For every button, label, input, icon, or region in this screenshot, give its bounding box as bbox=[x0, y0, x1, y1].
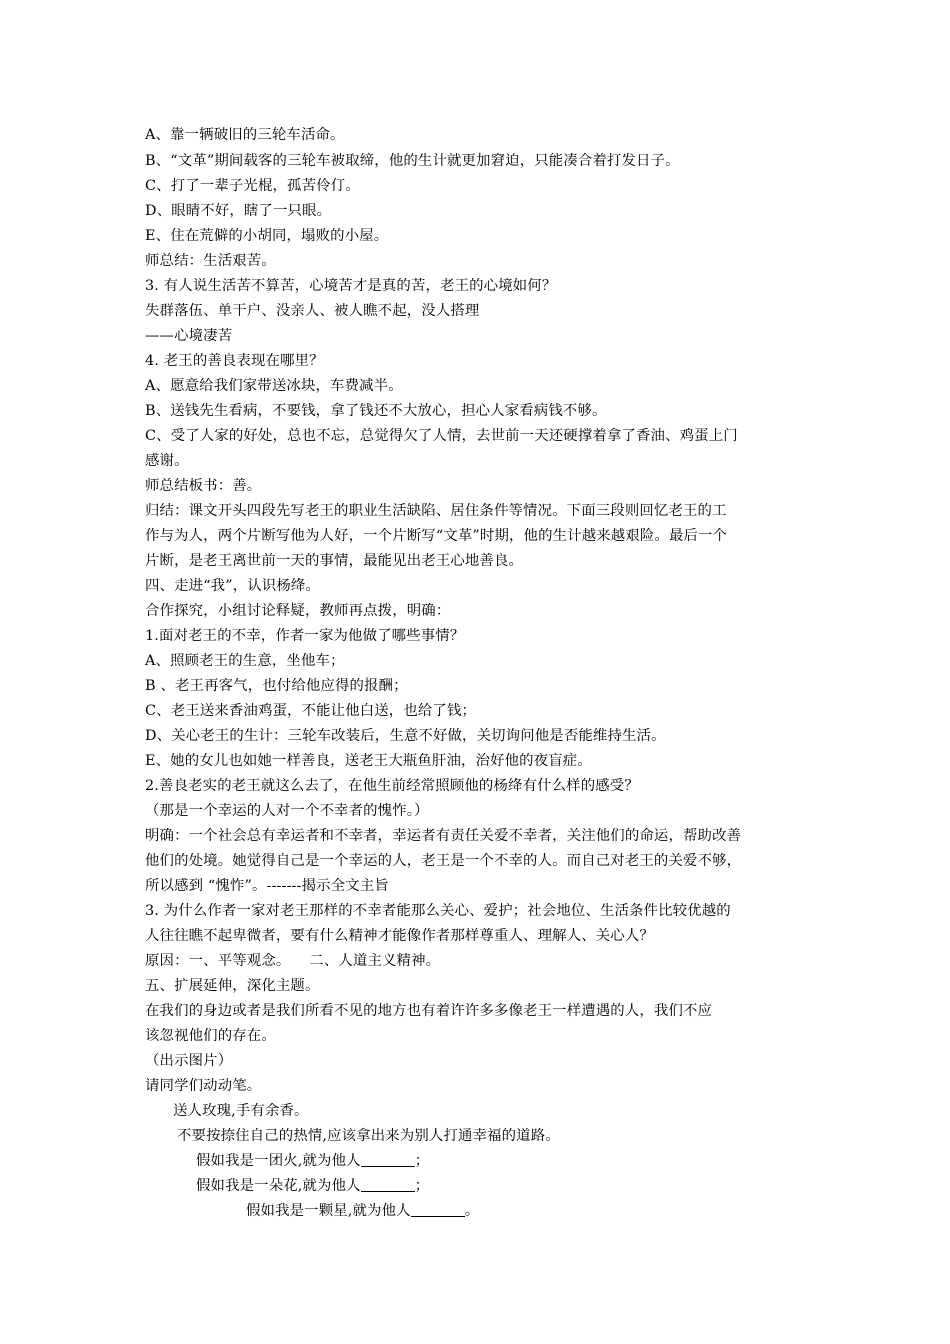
text-line: 该忽视他们的存在。 bbox=[145, 1028, 276, 1044]
text-line: 他们的处境。她觉得自己是一个幸运的人，老王是一个不幸的人。而自己对老王的关爱不够， bbox=[145, 853, 742, 869]
text-line: ——心境凄苦 bbox=[145, 328, 233, 344]
text-line: 所以感到 “愧怍”。-------揭示全文主旨 bbox=[145, 878, 389, 894]
poem-line-5-end: 。 bbox=[464, 1203, 480, 1219]
text-line: A、愿意给我们家带送冰块，车费减半。 bbox=[145, 378, 403, 394]
poem-line-5-text: 假如我是一颗星,就为他人 bbox=[246, 1203, 411, 1219]
text-line: 感谢。 bbox=[145, 453, 189, 469]
fill-blank bbox=[411, 1202, 465, 1217]
fill-blank bbox=[361, 1177, 415, 1192]
text-line: 1.面对老王的不幸，作者一家为他做了哪些事情？ bbox=[145, 628, 465, 644]
text-line: A、靠一辆破旧的三轮车活命。 bbox=[145, 127, 345, 143]
poem-line-3 bbox=[196, 1151, 429, 1171]
poem-line-4-end: ； bbox=[414, 1178, 430, 1194]
text-line: 五、扩展延伸，深化主题。 bbox=[145, 978, 320, 994]
text-line: D、眼睛不好，瞎了一只眼。 bbox=[145, 203, 332, 219]
text-line: 明确：一个社会总有幸运者和不幸者，幸运者有责任关爱不幸者，关注他们的命运，帮助改善 bbox=[145, 828, 742, 844]
text-line: （出示图片） bbox=[145, 1053, 233, 1069]
text-line: 原因：一、平等观念。 二、人道主义精神。 bbox=[145, 953, 441, 969]
poem-line-2: 不要按捺住自己的热情,应该拿出来为别人打通幸福的道路。 bbox=[177, 1128, 560, 1144]
text-line: 作与为人，两个片断写他为人好，一个片断写“文革”时期，他的生计越来越艰险。最后一个 bbox=[145, 528, 728, 544]
document-page bbox=[145, 0, 810, 1344]
text-line: 2.善良老实的老王就这么去了，在他生前经常照顾他的杨绛有什么样的感受？ bbox=[145, 778, 639, 794]
text-line: 师总结：生活艰苦。 bbox=[145, 253, 276, 269]
text-line: 3. 有人说生活苦不算苦，心境苦才是真的苦，老王的心境如何？ bbox=[145, 278, 557, 294]
text-line: 四、走进“我”，认识杨绛。 bbox=[145, 578, 320, 594]
text-line: E、她的女儿也如她一样善良，送老王大瓶鱼肝油，治好他的夜盲症。 bbox=[145, 753, 592, 769]
poem-line-3-text: 假如我是一团火,就为他人 bbox=[196, 1153, 361, 1169]
text-line: E、住在荒僻的小胡同，塌败的小屋。 bbox=[145, 228, 389, 244]
text-line: 合作探究，小组讨论释疑，教师再点拨，明确： bbox=[145, 603, 451, 619]
text-line: 请同学们动动笔。 bbox=[145, 1078, 262, 1094]
fill-blank bbox=[361, 1152, 415, 1167]
text-line: 失群落伍、单干户、没亲人、被人瞧不起，没人搭理 bbox=[145, 303, 480, 319]
text-line: B、“文革”期间载客的三轮车被取缔，他的生计就更加窘迫，只能凑合着打发日子。 bbox=[145, 153, 680, 169]
text-line: B、送钱先生看病，不要钱，拿了钱还不大放心，担心人家看病钱不够。 bbox=[145, 403, 607, 419]
poem-line-1: 送人玫瑰,手有余香。 bbox=[173, 1103, 309, 1119]
text-line: C、打了一辈子光棍，孤苦伶仃。 bbox=[145, 178, 360, 194]
text-line: 归结：课文开头四段先写老王的职业生活缺陷、居住条件等情况。下面三段则回忆老王的工 bbox=[145, 503, 727, 519]
poem-line-5 bbox=[246, 1201, 479, 1221]
text-line: 3. 为什么作者一家对老王那样的不幸者能那么关心、爱护；社会地位、生活条件比较优越的 bbox=[145, 903, 731, 919]
text-line: 在我们的身边或者是我们所看不见的地方也有着许许多多像老王一样遭遇的人，我们不应 bbox=[145, 1003, 713, 1019]
text-line: 片断，是老王离世前一天的事情，最能见出老王心地善良。 bbox=[145, 553, 524, 569]
poem-line-4 bbox=[196, 1176, 429, 1196]
text-line: 人往往瞧不起卑微者，要有什么精神才能像作者那样尊重人、理解人、关心人？ bbox=[145, 928, 654, 944]
text-line: 4. 老王的善良表现在哪里？ bbox=[145, 353, 324, 369]
poem-line-4-text: 假如我是一朵花,就为他人 bbox=[196, 1178, 361, 1194]
text-line: D、关心老王的生计：三轮车改装后，生意不好做，关切询问他是否能维持生活。 bbox=[145, 728, 666, 744]
text-line: C、老王送来香油鸡蛋，不能让他白送，也给了钱； bbox=[145, 703, 477, 719]
text-line: 师总结板书：善。 bbox=[145, 478, 262, 494]
text-line: A、照顾老王的生意，坐他车； bbox=[145, 653, 345, 669]
text-line: B 、老王再客气，也付给他应得的报酬； bbox=[145, 678, 408, 694]
poem-line-3-end: ； bbox=[414, 1153, 430, 1169]
text-line: （那是一个幸运的人对一个不幸者的愧怍。） bbox=[145, 803, 429, 819]
text-line: C、受了人家的好处，总也不忘，总觉得欠了人情，去世前一天还硬撑着拿了香油、鸡蛋上门 bbox=[145, 428, 738, 444]
